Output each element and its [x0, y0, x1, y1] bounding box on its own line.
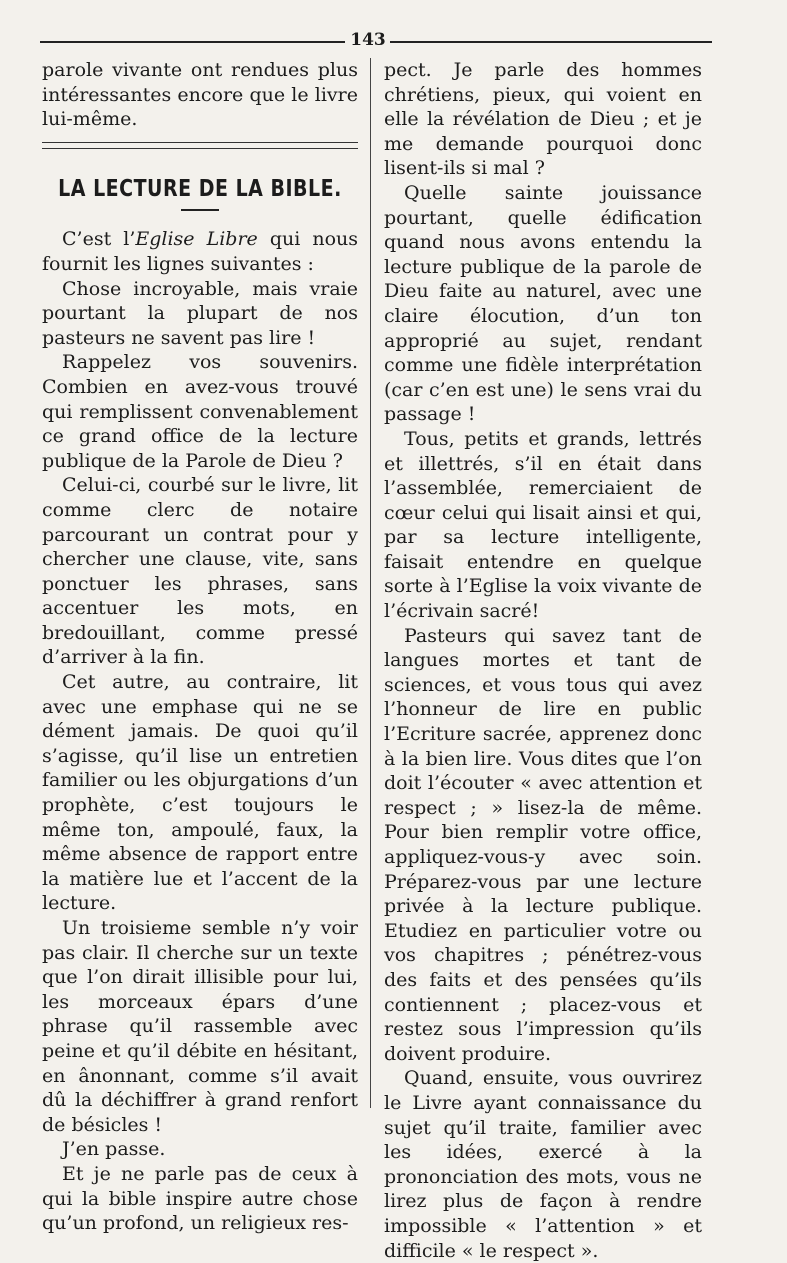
paragraph-text: qui nous fournit les lignes suivantes : — [42, 228, 358, 275]
paragraph: Pasteurs qui savez tant de langues mortes et tant de sciences, et vous tous qui avez l’honneur de lire en public l’Ecriture sacrée, apprenez donc à la bien lire. Vous dites que l’on doit l’écouter « avec attention et respect ; » lisez-la de même. Pour bien remplir votre office, appliquez-vous-y avec soin. Préparez-vous par une lecture privée à la lecture publique. Etudiez en particulier votre ou vos chapitres ; pénétrez-vous des faits et des pensées qu’ils contiennent ; placez-vous et restez sous l’impression qu’ils doivent produire. — [384, 624, 702, 1065]
paragraph: Un troisieme semble n’y voir pas clair. Il cherche sur un texte que l’on dirait illisible pour lui, les morceaux épars d’une phrase qu’il rassemble avec peine et qu’il débite en hésitant, en ânonnant, comme s’il avait dû la déchiffrer à grand renfort de bésicles ! — [42, 917, 358, 1136]
paragraph: Chose incroyable, mais vraie pourtant la plupart de nos pasteurs ne savent pas lire ! — [42, 277, 358, 349]
title-underline — [181, 209, 219, 211]
right-column — [384, 58, 702, 1263]
paragraph: Et je ne parle pas de ceux à qui la bible inspire autre chose qu’un profond, un religieux res- — [42, 1162, 358, 1235]
article-title: LA LECTURE DE LA BIBLE. — [58, 175, 342, 202]
left-column — [42, 58, 358, 1236]
intro-paragraph: parole vivante ont rendues plus intéressantes encore que le livre lui-même. — [42, 59, 358, 131]
page-header — [40, 30, 712, 50]
paragraph: Rappelez vos souvenirs. Combien en avez-vous trouvé qui remplissent convenablement ce grand office de la lecture publique de la Parole de Dieu ? — [42, 351, 358, 472]
paragraph: Cet autre, au contraire, lit avec une emphase qui ne se dément jamais. De quoi qu’il s’agisse, qu’il lise un entretien familier ou les objurgations d’un prophète, c’est toujours le même ton, ampoulé, faux, la même absence de rapport entre la matière lue et l’accent de la lecture. — [42, 671, 358, 915]
section-divider — [42, 142, 358, 149]
paragraph: J’en passe. — [62, 1138, 166, 1161]
column-divider — [370, 58, 371, 1108]
paragraph: pect. Je parle des hommes chrétiens, pieux, qui voient en elle la révélation de Dieu ; et je me demande pourquoi donc lisent-ils si mal ? — [384, 59, 702, 180]
paragraph — [42, 227, 358, 276]
page-number: 143 — [350, 30, 386, 50]
header-rule-right — [390, 41, 712, 43]
paragraph-text: C’est l’ — [62, 228, 136, 251]
paragraph: Celui-ci, courbé sur le livre, lit comme clerc de notaire parcourant un contrat pour y chercher une clause, vite, sans ponctuer les phrases, sans accentuer les mots, en bredouillant, comme pressé d’arriver à la fin. — [42, 474, 358, 669]
header-rule-left — [40, 41, 345, 43]
journal-name: Eglise Libre — [135, 228, 258, 251]
paragraph: Tous, petits et grands, lettrés et illettrés, s’il en était dans l’assemblée, remerciaient de cœur celui qui lisait ainsi et qui, par sa lecture intelligente, faisait entendre en quelque sorte à l’Eglise la voix vivante de l’écrivain sacré! — [384, 427, 702, 623]
paragraph: Quelle sainte jouissance pourtant, quelle édification quand nous avons entendu la lecture publique de la parole de Dieu faite au naturel, avec une claire élocution, d’un ton approprié au sujet, rendant comme une fidèle interprétation (car c’en est une) le sens vrai du passage ! — [384, 181, 702, 426]
paragraph: Quand, ensuite, vous ouvrirez le Livre ayant connaissance du sujet qu’il traite, familier avec les idées, exercé à la prononciation des mots, vous ne lirez plus de façon à rendre impossible « l’attention » et difficile « le respect ». — [384, 1067, 702, 1262]
